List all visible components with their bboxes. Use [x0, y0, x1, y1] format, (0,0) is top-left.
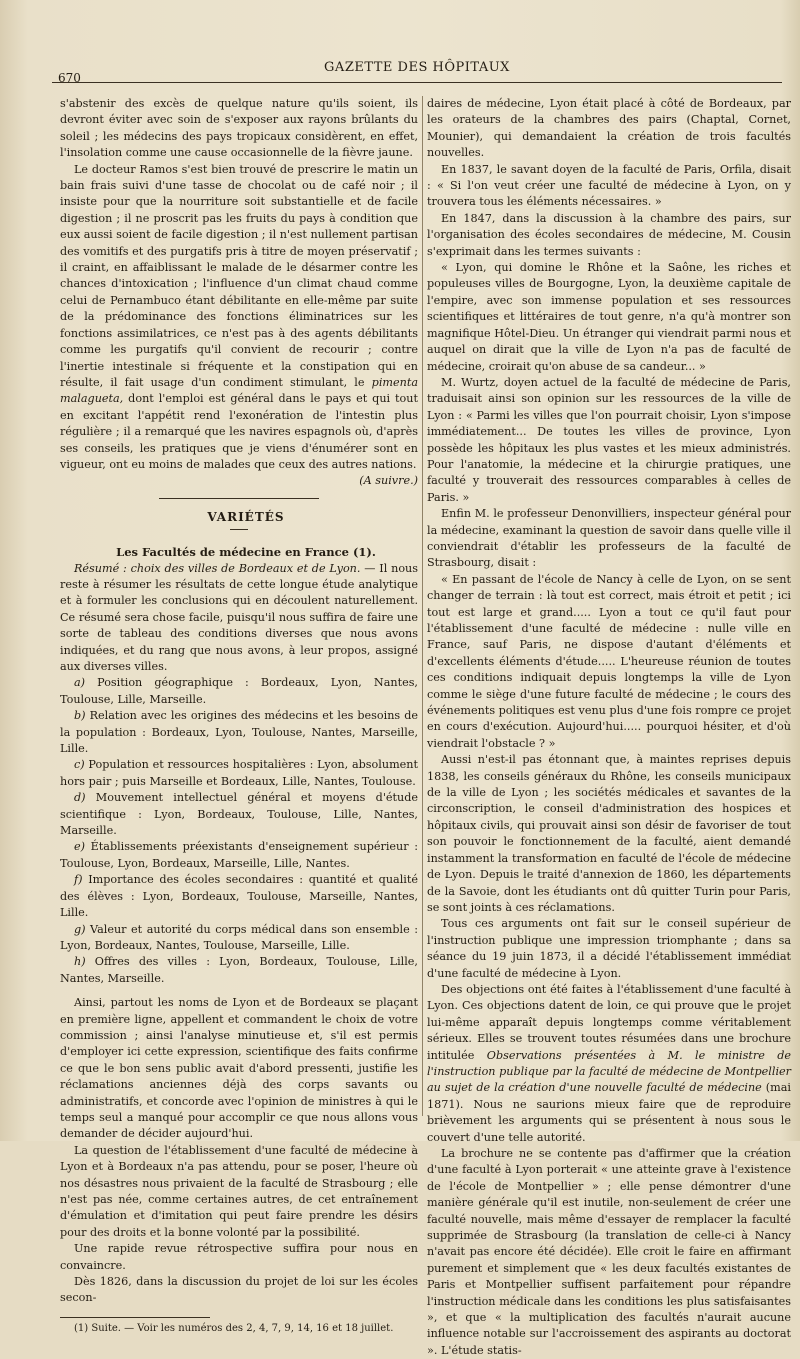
paragraph: Tous ces arguments ont fait sur le conseil supérieur de l'instruction publique une impression triomphante ; dans sa séance du 19 juin 1873, il a décidé l'établissement immédiat d'une faculté de médecine à Lyon. — [427, 917, 791, 980]
continuation-note: (A suivre.) — [359, 474, 418, 488]
column-divider — [422, 96, 423, 1116]
running-head — [52, 60, 782, 83]
paragraph: M. Wurtz, doyen actuel de la faculté de médecine de Paris, traduisait ainsi son opinion sur les ressources de la ville de Lyon : « Parmi les villes que l'on pourrait choisir, Lyon s'impose immédiatement... De toutes les villes de province, Lyon possède les hôpitaux les plus vastes et les mieux administrés. Pour l'anatomie, la médecine et la chirurgie pratiques, une faculté y trouverait des ressources comparables à celles de Paris. » — [427, 375, 791, 504]
list-item: c) Population et ressources hospitalières : Lyon, absolument hors pair ; puis Marseille et Bordeaux, Lille, Nantes, Toulouse. — [60, 758, 418, 788]
paragraph: Des objections ont été faites à l'établissement d'une faculté à Lyon. Ces objections datent de loin, ce qui prouve que le projet lui-même apparaît depuis longtemps comme véritablement sérieux. Elles se trouvent toutes résumées dans une brochure intitulée Observations présentées à M. le ministre de l'instruction publique par la faculté de médecine de Montpellier au sujet de la création d'une nouvelle faculté de médecine (mai 1871). Nous ne saurions mieux faire que de reproduire brièvement les arguments qui se présentent à nous sous le couvert d'une telle autorité. — [427, 982, 792, 1144]
list-item: d) Mouvement intellectuel général et moyens d'étude scientifique : Lyon, Bordeaux, Toulouse, Lille, Nantes, Marseille. — [60, 791, 418, 838]
section-heading: VARIÉTÉS — [207, 509, 285, 524]
article-title: Les Facultés de médecine en France (1). — [116, 545, 376, 560]
heading-underline — [230, 529, 248, 530]
paragraph: Une rapide revue rétrospective suffira pour nous en convaincre. — [60, 1242, 418, 1272]
list-item: g) Valeur et autorité du corps médical dans son ensemble : Lyon, Bordeaux, Nantes, Toulouse, Marseille, Lille. — [60, 922, 418, 952]
journal-title: GAZETTE DES HÔPITAUX — [324, 60, 510, 75]
quotation: « En passant de l'école de Nancy à celle de Lyon, on se sent changer de terrain : là tout est correct, mais étroit et petit ; ici tout est large et grand..... Lyon a tout ce qu'il faut pour l'établissement d'une faculté de médecine : nulle ville en France, sauf Paris, ne dispose d'autant d'éléments et d'excellents éléments d'étude..... L'heureuse réunion de toutes ces conditions indiquait depuis longtemps la ville de Lyon comme le siège d'une future faculté de médecine ; le cours des événements politiques est venu plus d'une fois rompre ce projet en cours d'exécution. Aujourd'hui..... pourquoi hésiter, et d'où viendrait l'obstacle ? » — [427, 572, 791, 750]
paragraph: La brochure ne se contente pas d'affirmer que la création d'une faculté à Lyon porterait « une atteinte grave à l'existence de l'école de Montpellier » ; elle pense démontrer d'une manière générale qu'il est inutile, non-seulement de créer une faculté nouvelle, mais même d'essayer de remplacer la faculté supprimée de Strasbourg (la translation de celle-ci à Nancy n'avait pas encore été décidée). Elle croit le faire en affirmant purement et simplement que « les deux facultés existantes de Paris et Montpellier suffisent parfaitement pour répandre l'instruction médicale dans les conditions les plus satisfaisantes », et que « la multiplication des facultés n'aurait aucune influence notable sur l'accroissement des aspirants au doctorat ». L'étude statis- — [427, 1147, 791, 1357]
paragraph: En 1847, dans la discussion à la chambre des pairs, sur l'organisation des écoles secondaires de médecine, M. Cousin s'exprimait dans les termes suivants : — [427, 211, 791, 258]
right-column — [427, 96, 791, 1359]
list-item: h) Offres des villes : Lyon, Bordeaux, Toulouse, Lille, Nantes, Marseille. — [60, 955, 418, 985]
list-item: e) Établissements préexistants d'enseignement supérieur : Toulouse, Lyon, Bordeaux, Marseille, Lille, Nantes. — [60, 840, 418, 870]
section-rule — [159, 498, 319, 499]
paragraph: Dès 1826, dans la discussion du projet de loi sur les écoles secon- — [60, 1275, 418, 1305]
left-column — [60, 96, 418, 1335]
list-item: b) Relation avec les origines des médecins et les besoins de la population : Bordeaux, Lyon, Toulouse, Nantes, Marseille, Lille. — [60, 709, 418, 756]
paragraph: Résumé : choix des villes de Bordeaux et de Lyon. — Il nous reste à résumer les résultats de cette longue étude analytique et à formuler les conclusions qui en découlent naturellement. Ce résumé sera chose facile, puisqu'il nous suffira de faire une sorte de tableau des conditions diverses que nous avons indiquées, et du rang que nous avons, à leur propos, assigné aux diverses villes. — [60, 561, 418, 673]
paragraph: Le docteur Ramos s'est bien trouvé de prescrire le matin un bain frais suivi d'une tasse de chocolat ou de café noir ; il insiste pour que la nourriture soit substantielle et de facile digestion ; il ne proscrit pas les fruits du pays à condition que eux aussi soient de facile digestion ; il n'est nullement partisan des vomitifs et des purgatifs pris à titre de moyen préservatif ; il craint, en affaiblissant le malade de le désarmer contre les chances d'intoxication ; l'influence d'un climat chaud comme celui de Pernambuco étant débilitante en elle-même par suite de la prédominance des fonctions éliminatrices sur les fonctions assimilatrices, ce n'est pas à des agents débilitants comme les purgatifs qu'il convient de recourir ; contre l'inertie intestinale si fréquente et la constipation qui en résulte, il fait usage d'un condiment stimulant, le pimenta malagueta, dont l'emploi est général dans le pays et qui tout en excitant l'appétit rend l'exonération de l'intestin plus régulière ; il a remarqué que les navires espagnols où, d'après ses conseils, les pratiques que je viens d'énumérer sont en vigueur, ont eu moins de malades que ceux des autres nations. — [60, 162, 418, 471]
list-item: f) Importance des écoles secondaires : quantité et qualité des élèves : Lyon, Bordeaux, Toulouse, Marseille, Nantes, Lille. — [60, 873, 418, 920]
paragraph: Aussi n'est-il pas étonnant que, à maintes reprises depuis 1838, les conseils généraux du Rhône, les conseils municipaux de la ville de Lyon ; les sociétés médicales et savantes de la circonscription, le conseil d'administration des hospices et hôpitaux civils, qui prouvait ainsi son désir de favoriser de tout son pouvoir le fonctionnement de la faculté, aient demandé instamment la transformation en faculté de l'école de médecine de Lyon. Depuis le traité d'annexion de 1860, les départements de la Savoie, dont les étudiants ont dû quitter Turin pour Paris, se sont joints à ces réclamations. — [427, 753, 791, 914]
paragraph: s'abstenir des excès de quelque nature qu'ils soient, ils devront éviter avec soin de s'exposer aux rayons brûlants du soleil ; les médecins des pays tropicaux considèrent, en effet, l'insolation comme une cause occasionnelle de la fièvre jaune. — [60, 97, 418, 160]
paragraph: Ainsi, partout les noms de Lyon et de Bordeaux se plaçant en première ligne, appellent et commandent le choix de votre commission ; ainsi l'analyse minutieuse et, s'il est permis d'employer ici cette expression, scientifique des faits confirme ce que le bon sens public avait d'abord pressenti, justifie les réclamations anciennes déjà des corps savants ou administratifs, et concorde avec l'opinion de ministres à qui le temps seul a manqué pour accomplir ce que nous allons vous demander de décider aujourd'hui. — [60, 996, 418, 1141]
ranking-list — [60, 675, 418, 987]
list-item: a) Position géographique : Bordeaux, Lyon, Nantes, Toulouse, Lille, Marseille. — [60, 676, 418, 706]
paragraph: Enfin M. le professeur Denonvilliers, inspecteur général pour la médecine, examinant la question de savoir dans quelle ville il conviendrait d'établir les professeurs de la faculté de Strasbourg, disait : — [427, 507, 791, 570]
footnote-rule — [60, 1317, 210, 1318]
page-number: 670 — [58, 71, 81, 85]
paragraph: La question de l'établissement d'une faculté de médecine à Lyon et à Bordeaux n'a pas attendu, pour se poser, l'heure où nos désastres nous privaient de la faculté de Strasbourg ; elle n'est pas née, comme certaines autres, de cet entraînement d'émulation et d'imitation qui peut faire prendre les désirs pour des droits et la bonne volonté par la possibilité. — [60, 1143, 418, 1239]
quotation: « Lyon, qui domine le Rhône et la Saône, les riches et populeuses villes de Bourgogne, Lyon, la deuxième capitale de l'empire, avec son immense population et ses ressources scientifiques et littéraires de tout genre, n'a qu'à montrer son magnifique Hôtel-Dieu. Un étranger qui viendrait parmi nous et auquel on dirait que la ville de Lyon n'a pas de faculté de médecine, croirait qu'on abuse de sa candeur... » — [427, 261, 791, 373]
paragraph: En 1837, le savant doyen de la faculté de Paris, Orfila, disait : « Si l'on veut créer une faculté de médecine à Lyon, on y trouvera tous les éléments nécessaires. » — [427, 162, 791, 209]
footnote: (1) Suite. — Voir les numéros des 2, 4, 7, 9, 14, 16 et 18 juillet. — [74, 1322, 394, 1334]
paragraph: daires de médecine, Lyon était placé à côté de Bordeaux, par les orateurs de la chambres des pairs (Chaptal, Cornet, Mounier), qui demandaient la création de trois facultés nouvelles. — [427, 97, 791, 160]
